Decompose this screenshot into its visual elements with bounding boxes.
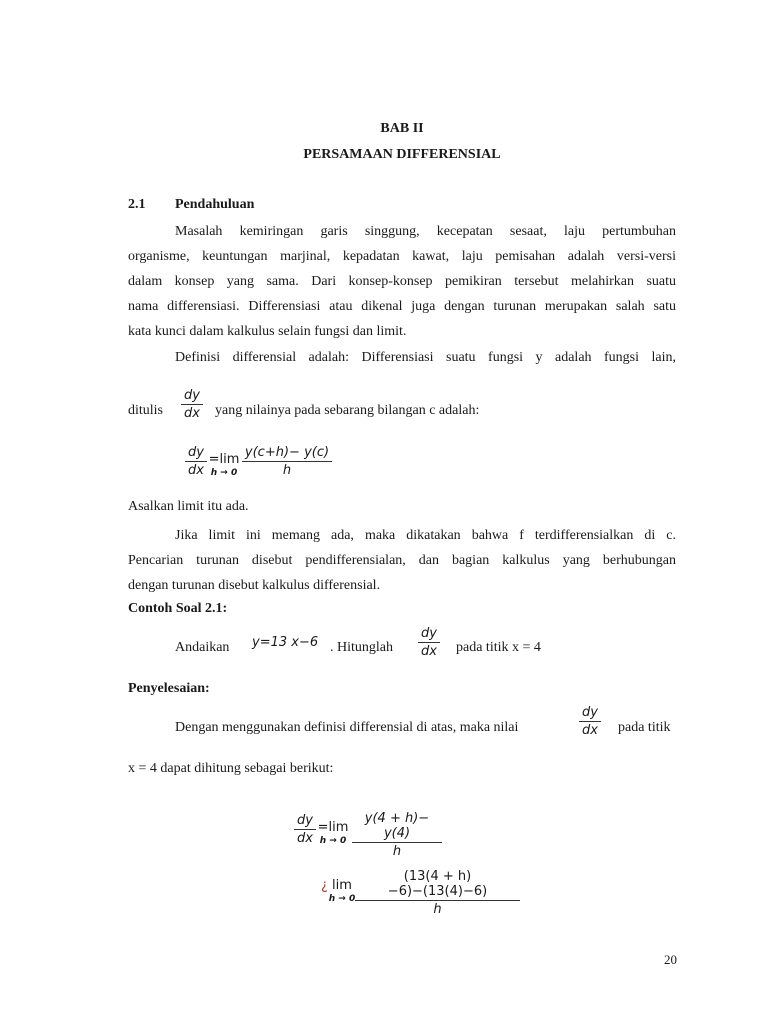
- solution-dydx: [579, 705, 601, 738]
- fraction-numerator: dy: [421, 626, 437, 641]
- fraction-bar: [294, 829, 316, 830]
- solution-heading: Penyelesaian:: [128, 681, 210, 696]
- example-andaikan: Andaikan: [175, 640, 230, 655]
- section-number: 2.1: [128, 197, 146, 212]
- formula1-dydx: [185, 445, 207, 478]
- fraction-denominator: h: [433, 902, 442, 917]
- fraction-numerator: dy: [184, 388, 200, 403]
- solution-line-2: x = 4 dapat dihitung sebagai berikut:: [128, 761, 334, 776]
- fraction-bar: [242, 461, 332, 462]
- limit-subscript: h → 0: [319, 836, 347, 846]
- fraction-bar: [355, 900, 520, 901]
- paragraph-line: nama differensiasi. Differensiasi atau dikenal juga dengan turunan merupakan salah satu: [128, 299, 676, 314]
- fraction-numerator: dy: [297, 813, 313, 828]
- fraction-denominator: dx: [297, 831, 313, 846]
- paragraph-line: dalam konsep yang sama. Dari konsep-konsep pemikiran tersebut melahirkan suatu: [128, 274, 676, 289]
- fraction-denominator: dx: [582, 723, 598, 738]
- fraction-numerator: dy: [188, 445, 204, 460]
- formula2-quotient: [352, 811, 442, 859]
- example-dydx: [418, 626, 440, 659]
- limit-operator: lim: [332, 878, 352, 893]
- paragraph-line: kata kunci dalam kalkulus selain fungsi dan limit.: [128, 324, 407, 339]
- fraction-denominator: dx: [188, 463, 204, 478]
- example-hitunglah: . Hitunglah: [330, 640, 393, 655]
- limit-subscript: h → 0: [328, 894, 356, 904]
- solution-line-1-end: pada titik: [618, 720, 671, 735]
- dydx-fraction: [181, 388, 203, 421]
- formula3-quotient: [355, 869, 520, 917]
- limit-operator: =lim: [317, 820, 349, 835]
- fraction-numerator: (13(4 + h)−6)−(13(4)−6): [387, 869, 488, 899]
- formula3-symbol: ¿: [321, 878, 328, 893]
- paragraph-line: dengan turunan disebut kalkulus differensial.: [128, 578, 381, 593]
- ditulis-suffix: yang nilainya pada sebarang bilangan c adalah:: [215, 403, 480, 418]
- page-number: 20: [664, 952, 677, 967]
- fraction-bar: [352, 842, 442, 843]
- fraction-numerator: y(c+h)− y(c): [244, 445, 330, 460]
- fraction-denominator: h: [392, 844, 402, 859]
- limit-operator: =lim: [208, 452, 240, 467]
- fraction-denominator: h: [282, 463, 292, 478]
- fraction-denominator: dx: [184, 406, 200, 421]
- paragraph-line: Jika limit ini memang ada, maka dikatakan bahwa f terdifferensialkan di c.: [175, 528, 676, 543]
- solution-line-1: Dengan menggunakan definisi differensial di atas, maka nilai: [175, 720, 519, 735]
- example-heading: Contoh Soal 2.1:: [128, 601, 228, 616]
- formula3-limit: [328, 878, 356, 904]
- paragraph-line: Definisi differensial adalah: Differensiasi suatu fungsi y adalah fungsi lain,: [175, 350, 676, 365]
- fraction-bar: [185, 461, 207, 462]
- paragraph-line: organisme, keuntungan marjinal, kepadatan kawat, laju pemisahan adalah versi-versi: [128, 249, 676, 264]
- fraction-numerator: dy: [582, 705, 598, 720]
- paragraph-line: Masalah kemiringan garis singgung, kecepatan sesaat, laju pertumbuhan: [175, 224, 676, 239]
- formula2-limit: [314, 820, 352, 846]
- ditulis-prefix: ditulis: [128, 403, 164, 418]
- example-pada-titik: pada titik x = 4: [456, 640, 541, 655]
- fraction-bar: [181, 404, 203, 405]
- fraction-bar: [418, 642, 440, 643]
- definition-paragraph: [128, 345, 676, 370]
- chapter-title: PERSAMAAN DIFFERENSIAL: [303, 147, 501, 162]
- section-title: Pendahuluan: [175, 197, 255, 212]
- fraction-numerator: y(4 + h)− y(4): [364, 811, 430, 841]
- limit-paragraph: [128, 523, 676, 598]
- paragraph-line: Pencarian turunan disebut pendifferensialan, dan bagian kalkulus yang berhubungan: [128, 553, 676, 568]
- limit-subscript: h → 0: [210, 468, 238, 478]
- chapter-label: BAB II: [380, 121, 424, 136]
- formula1-limit: [205, 452, 243, 478]
- fraction-denominator: dx: [421, 644, 437, 659]
- asalkan-text: Asalkan limit itu ada.: [128, 499, 249, 514]
- intro-paragraph: [128, 219, 676, 344]
- formula2-dydx: [294, 813, 316, 846]
- formula1-quotient: [242, 445, 332, 478]
- example-equation: y=13 x−6: [252, 635, 319, 650]
- fraction-bar: [579, 721, 601, 722]
